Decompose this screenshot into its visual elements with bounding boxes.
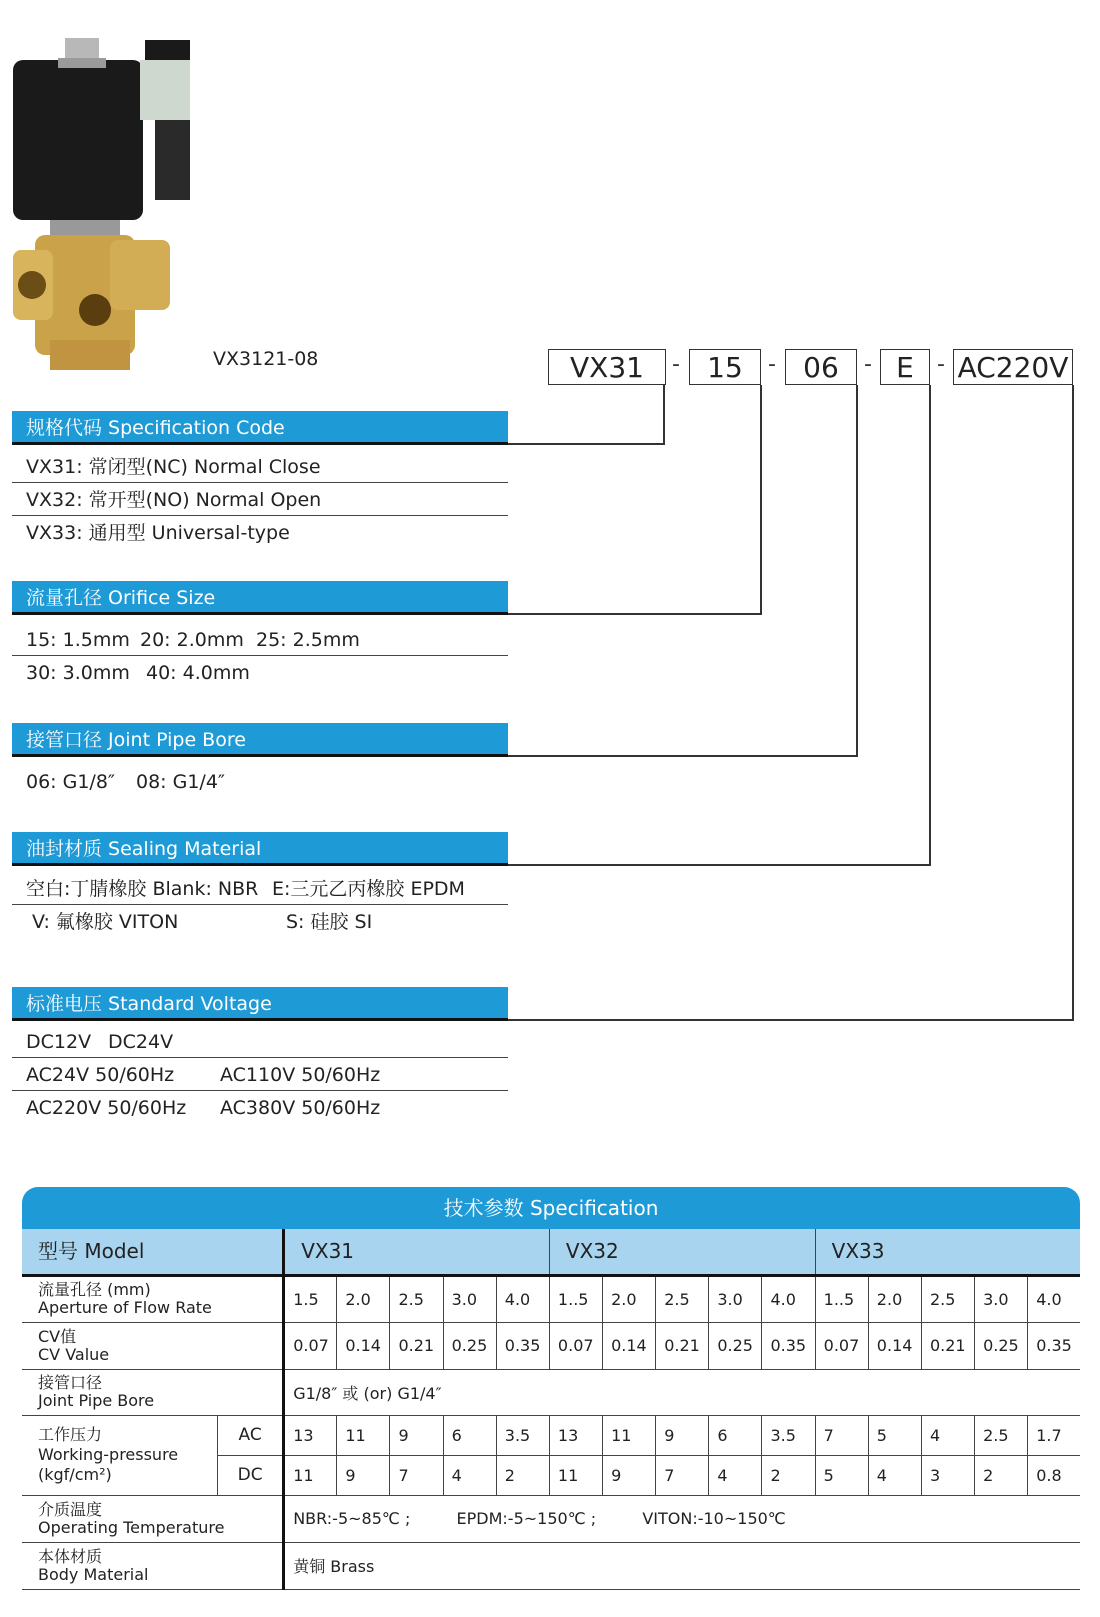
- label-en: Aperture of Flow Rate: [38, 1298, 212, 1317]
- orifice-row: [12, 624, 508, 656]
- aperture-cell: 2.5: [921, 1275, 974, 1322]
- material-row: [22, 1542, 1080, 1589]
- voltage-option: DC24V: [108, 1031, 174, 1053]
- connector-line: [508, 755, 858, 757]
- material-label: [22, 1542, 284, 1589]
- pressure-cell: 9: [656, 1415, 709, 1455]
- cv-label: [22, 1322, 284, 1369]
- code-seal-box: E: [880, 349, 930, 385]
- seal-option: S: 硅胶 SI: [286, 911, 373, 933]
- pressure-cell: 3.5: [762, 1415, 815, 1455]
- pressure-cell: 9: [390, 1415, 443, 1455]
- voltage-row: [12, 1092, 508, 1124]
- spec-code-row: VX32: 常开型(NO) Normal Open: [12, 484, 508, 516]
- pressure-cell: 1.7: [1028, 1415, 1080, 1455]
- code-separator: -: [864, 352, 872, 377]
- voltage-option: AC380V 50/60Hz: [220, 1097, 381, 1119]
- code-separator: -: [937, 352, 945, 377]
- code-separator: -: [672, 352, 680, 377]
- pressure-cell: 13: [549, 1415, 602, 1455]
- pressure-cell: 3: [921, 1455, 974, 1495]
- seal-option: 空白:丁腈橡胶 Blank: NBR: [26, 878, 259, 900]
- pipe-option: 08: G1/4″: [136, 771, 226, 793]
- section-header-sealing: 油封材质 Sealing Material: [12, 832, 508, 866]
- cv-cell: 0.25: [975, 1322, 1028, 1369]
- pressure-cell: 7: [390, 1455, 443, 1495]
- pressure-cell: 6: [709, 1415, 762, 1455]
- product-model-caption: VX3121-08: [213, 348, 319, 370]
- label-cn: CV值: [38, 1326, 77, 1346]
- pressure-ac-row: [22, 1415, 1080, 1455]
- spec-table: [22, 1229, 1080, 1590]
- pressure-cell: 5: [868, 1415, 921, 1455]
- spec-code-row: VX31: 常闭型(NC) Normal Close: [12, 451, 508, 483]
- temp-nbr: NBR:-5~85℃ ;: [293, 1509, 411, 1528]
- connector-line: [508, 443, 665, 445]
- aperture-cell: 1..5: [815, 1275, 868, 1322]
- voltage-option: DC12V: [26, 1031, 92, 1053]
- pressure-cell: 2: [975, 1455, 1028, 1495]
- aperture-cell: 4.0: [762, 1275, 815, 1322]
- pressure-cell: 7: [815, 1415, 868, 1455]
- label-cn: 本体材质: [38, 1546, 103, 1566]
- material-value: 黄铜 Brass: [284, 1542, 1080, 1589]
- model-label: 型号 Model: [22, 1229, 284, 1275]
- pressure-cell: 4: [443, 1455, 496, 1495]
- aperture-cell: 1.5: [284, 1275, 337, 1322]
- cv-cell: 0.25: [443, 1322, 496, 1369]
- bore-row: [22, 1369, 1080, 1415]
- section-header-pipe-bore: 接管口径 Joint Pipe Bore: [12, 723, 508, 757]
- pressure-cell: 9: [337, 1455, 390, 1495]
- cv-cell: 0.35: [762, 1322, 815, 1369]
- aperture-label: [22, 1275, 284, 1322]
- pressure-label: [22, 1415, 218, 1495]
- connector-line: [663, 385, 665, 444]
- aperture-cell: 4.0: [496, 1275, 549, 1322]
- label-en: CV Value: [38, 1344, 110, 1364]
- voltage-option: AC110V 50/60Hz: [220, 1064, 381, 1086]
- code-voltage-box: AC220V: [953, 349, 1073, 385]
- model-name: VX31: [284, 1229, 550, 1275]
- cv-cell: 0.14: [868, 1322, 921, 1369]
- voltage-row: [12, 1059, 508, 1091]
- temperature-value: [284, 1495, 1080, 1542]
- cv-row: [22, 1322, 1080, 1369]
- temp-viton: VITON:-10~150℃: [642, 1509, 786, 1528]
- cv-cell: 0.14: [337, 1322, 390, 1369]
- model-name: VX33: [815, 1229, 1080, 1275]
- connector-line: [508, 864, 931, 866]
- connector-line: [929, 385, 931, 865]
- section-header-voltage: 标准电压 Standard Voltage: [12, 987, 508, 1021]
- section-header-spec-code: 规格代码 Specification Code: [12, 411, 508, 445]
- voltage-option: AC220V 50/60Hz: [26, 1097, 187, 1119]
- spec-table-title: 技术参数 Specification: [22, 1187, 1080, 1229]
- cv-cell: 0.21: [390, 1322, 443, 1369]
- label-en: Operating Temperature: [38, 1517, 225, 1537]
- cv-cell: 0.21: [921, 1322, 974, 1369]
- bore-label: [22, 1369, 284, 1415]
- aperture-cell: 4.0: [1028, 1275, 1080, 1322]
- pressure-cell: 3.5: [496, 1415, 549, 1455]
- temp-epdm: EPDM:-5~150℃ ;: [456, 1509, 597, 1528]
- pressure-cell: 9: [603, 1455, 656, 1495]
- orifice-option: 40: 4.0mm: [146, 662, 250, 684]
- bore-value: G1/8″ 或 (or) G1/4″: [284, 1369, 1080, 1415]
- connector-line: [508, 1019, 1074, 1021]
- pressure-cell: 11: [284, 1455, 337, 1495]
- connector-line: [508, 613, 762, 615]
- pressure-cell: 2.5: [975, 1415, 1028, 1455]
- pressure-cell: 7: [656, 1455, 709, 1495]
- seal-option: V: 氟橡胶 VITON: [32, 911, 179, 933]
- connector-line: [760, 385, 762, 614]
- aperture-cell: 2.0: [337, 1275, 390, 1322]
- pressure-cell: 11: [337, 1415, 390, 1455]
- label-cn: 介质温度: [38, 1499, 103, 1519]
- spec-code-row: VX33: 通用型 Universal-type: [26, 522, 290, 544]
- pressure-cell: 4: [921, 1415, 974, 1455]
- seal-option: E:三元乙丙橡胶 EPDM: [272, 878, 465, 900]
- pressure-cell: 5: [815, 1455, 868, 1495]
- dc-label: DC: [218, 1455, 284, 1495]
- ac-label: AC: [218, 1415, 284, 1455]
- cv-cell: 0.07: [815, 1322, 868, 1369]
- cv-cell: 0.07: [284, 1322, 337, 1369]
- code-series-box: VX31: [548, 349, 666, 385]
- cv-cell: 0.35: [1028, 1322, 1080, 1369]
- solenoid-valve-image: [10, 30, 190, 370]
- section-header-orifice: 流量孔径 Orifice Size: [12, 581, 508, 615]
- pressure-cell: 0.8: [1028, 1455, 1080, 1495]
- label-unit: (kgf/cm²): [38, 1465, 112, 1484]
- voltage-row: [12, 1026, 508, 1058]
- aperture-cell: 2.0: [868, 1275, 921, 1322]
- cv-cell: 0.21: [656, 1322, 709, 1369]
- temperature-row: [22, 1495, 1080, 1542]
- aperture-cell: 2.5: [390, 1275, 443, 1322]
- aperture-cell: 3.0: [443, 1275, 496, 1322]
- orifice-option: 20: 2.0mm: [140, 629, 244, 651]
- aperture-cell: 2.0: [603, 1275, 656, 1322]
- spec-header-row: [22, 1229, 1080, 1275]
- aperture-cell: 2.5: [656, 1275, 709, 1322]
- pressure-cell: 4: [709, 1455, 762, 1495]
- orifice-option: 30: 3.0mm: [26, 662, 130, 684]
- pressure-cell: 13: [284, 1415, 337, 1455]
- aperture-cell: 3.0: [975, 1275, 1028, 1322]
- pressure-cell: 2: [762, 1455, 815, 1495]
- label-cn: 工作压力: [38, 1425, 103, 1444]
- orifice-option: 15: 1.5mm: [26, 629, 130, 651]
- label-en: Working-pressure: [38, 1445, 179, 1464]
- cv-cell: 0.25: [709, 1322, 762, 1369]
- voltage-option: AC24V 50/60Hz: [26, 1064, 175, 1086]
- pipe-option: 06: G1/8″: [26, 771, 116, 793]
- label-en: Body Material: [38, 1564, 149, 1584]
- model-name: VX32: [549, 1229, 815, 1275]
- pressure-cell: 6: [443, 1415, 496, 1455]
- orifice-option: 25: 2.5mm: [256, 629, 360, 651]
- temperature-label: [22, 1495, 284, 1542]
- aperture-row: [22, 1275, 1080, 1322]
- seal-row: [12, 906, 508, 938]
- orifice-row: [12, 657, 508, 689]
- code-separator: -: [768, 352, 776, 377]
- pressure-cell: 11: [549, 1455, 602, 1495]
- aperture-cell: 1..5: [549, 1275, 602, 1322]
- label-cn: 接管口径: [38, 1373, 103, 1392]
- cv-cell: 0.14: [603, 1322, 656, 1369]
- seal-row: [12, 873, 508, 905]
- cv-cell: 0.07: [549, 1322, 602, 1369]
- cv-cell: 0.35: [496, 1322, 549, 1369]
- pressure-cell: 11: [603, 1415, 656, 1455]
- pressure-cell: 4: [868, 1455, 921, 1495]
- pressure-cell: 2: [496, 1455, 549, 1495]
- pipe-row: [12, 766, 508, 798]
- connector-line: [1072, 385, 1074, 1020]
- connector-line: [856, 385, 858, 756]
- aperture-cell: 3.0: [709, 1275, 762, 1322]
- label-cn: 流量孔径 (mm): [38, 1280, 151, 1299]
- label-en: Joint Pipe Bore: [38, 1391, 155, 1410]
- code-orifice-box: 15: [689, 349, 761, 385]
- code-pipe-box: 06: [785, 349, 857, 385]
